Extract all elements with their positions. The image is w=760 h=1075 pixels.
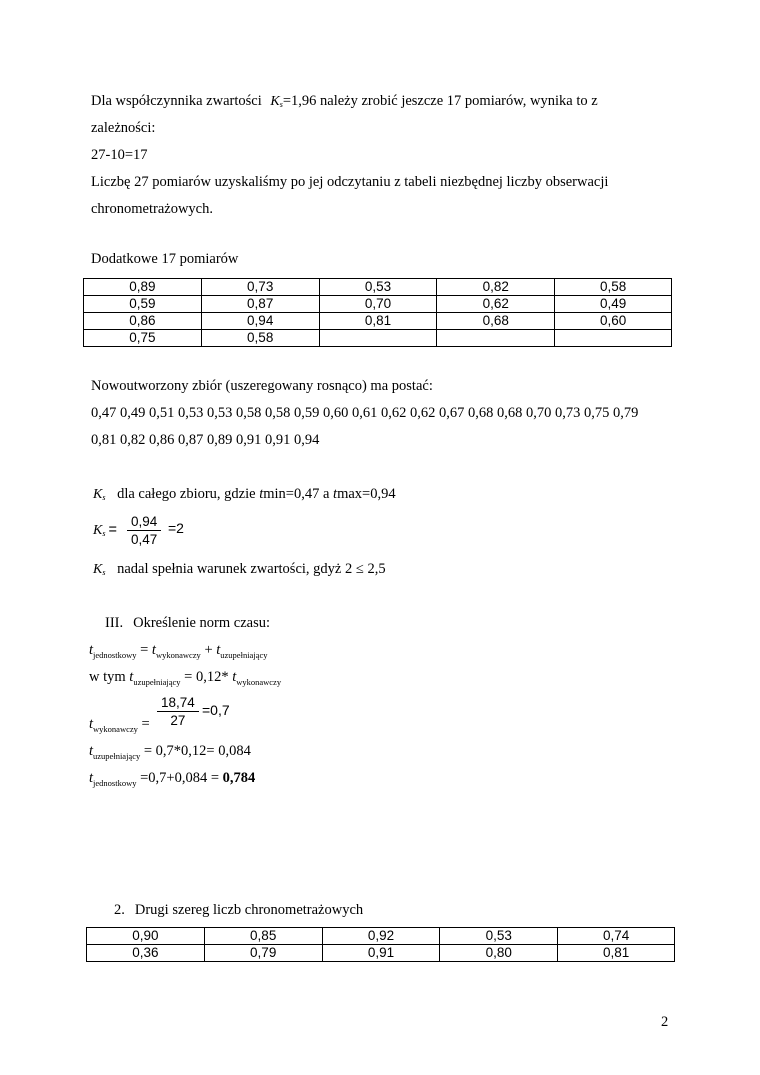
table-cell: 0,94	[201, 313, 319, 330]
section-3-heading: III. Określenie norm czasu:	[105, 615, 271, 631]
exec-time-result: =0,7	[202, 702, 230, 718]
ks-fraction	[127, 513, 161, 548]
table-cell: 0,90	[87, 928, 205, 945]
eq-supplementary-ratio: w tym $t_{uzupełniający} = 0,12*$ $t_{wykonawczy}$	[89, 669, 282, 687]
table-cell: 0,81	[319, 313, 437, 330]
eq-unit-time: $t_{jednostkowy} = t_{wykonawczy} + t_{uzupełniający}$	[89, 642, 268, 660]
table-cell: 0,36	[87, 945, 205, 962]
intro-line-5: chronometrażowych.	[91, 201, 213, 217]
eq-unit-time-result: $t_{jednostkowy} =0,7+0,084 = 0,784$	[89, 770, 256, 788]
page-number: 2	[661, 1014, 669, 1030]
table-row	[84, 296, 672, 313]
fraction-denominator: 0,47	[131, 532, 158, 547]
table-cell: 0,53	[319, 279, 437, 296]
table-cell: 0,75	[84, 330, 202, 347]
table-cell: 0,53	[440, 928, 558, 945]
table-row	[84, 330, 672, 347]
table-cell: 0,62	[437, 296, 555, 313]
sorted-set-line-1: 0,47 0,49 0,51 0,53 0,53 0,58 0,58 0,59 0,60 0,61 0,62 0,62 0,67 0,68 0,68 0,70 0,73 0,75 0,79	[91, 405, 639, 421]
ks-conclusion: $K_s$ nadal spełnia warunek zwartości, gdyż 2 ≤ 2,5	[93, 561, 386, 577]
intro-text: Dla współczynnika zwartości	[91, 93, 262, 109]
intro-line-3: 27-10=17	[91, 147, 148, 163]
ks-result: =2	[168, 520, 184, 536]
table-row	[87, 945, 675, 962]
table-cell: 0,87	[201, 296, 319, 313]
table-cell	[555, 330, 672, 347]
table-cell: 0,60	[555, 313, 672, 330]
table-cell: 0,58	[201, 330, 319, 347]
table-cell: 0,70	[319, 296, 437, 313]
table-cell: 0,74	[558, 928, 675, 945]
eq-supplementary-time: $t_{uzupełniający} = 0,7*0,12= 0,084$	[89, 743, 251, 761]
table-cell: 0,73	[201, 279, 319, 296]
table-cell: 0,82	[437, 279, 555, 296]
table-cell	[319, 330, 437, 347]
table-cell: 0,49	[555, 296, 672, 313]
sorted-set-heading: Nowoutworzony zbiór (uszeregowany rosnąco) ma postać:	[91, 378, 433, 394]
second-series-table	[86, 927, 675, 962]
second-series-heading: 2. Drugi szereg liczb chronometrażowych	[114, 902, 364, 918]
ks-symbol: $K_s$	[270, 94, 283, 109]
table-row	[84, 279, 672, 296]
intro-text-post: =1,96 należy zrobić jeszcze 17 pomiarów, wynika to z	[282, 93, 598, 109]
eq-exec-time-left: $t_{wykonawczy}$ =	[89, 716, 150, 734]
table-cell: 0,79	[204, 945, 322, 962]
table-cell: 0,92	[322, 928, 440, 945]
fraction-numerator: 0,94	[127, 513, 161, 531]
table-cell: 0,58	[555, 279, 672, 296]
table-cell: 0,59	[84, 296, 202, 313]
table-cell: 0,85	[204, 928, 322, 945]
table-cell: 0,89	[84, 279, 202, 296]
ks-formula-left: $K_s$ =	[93, 522, 117, 538]
table-row	[84, 313, 672, 330]
table-cell	[437, 330, 555, 347]
extra-measurements-heading: Dodatkowe 17 pomiarów	[91, 251, 239, 267]
ks-symbol: $K_s$	[93, 487, 106, 502]
intro-line-1	[91, 93, 598, 110]
extra-measurements-table	[83, 278, 672, 347]
exec-time-fraction	[157, 694, 199, 729]
fraction-numerator: 18,74	[157, 694, 199, 712]
table-cell: 0,91	[322, 945, 440, 962]
fraction-denominator: 27	[170, 713, 186, 728]
table-row	[87, 928, 675, 945]
ks-description: $K_s$ dla całego zbioru, gdzie tmin=0,47 a tmax=0,94	[93, 486, 396, 502]
table-cell: 0,86	[84, 313, 202, 330]
intro-line-2: zależności:	[91, 120, 156, 136]
final-result: 0,784	[222, 770, 256, 786]
table-cell: 0,80	[440, 945, 558, 962]
table-cell: 0,68	[437, 313, 555, 330]
sorted-set-line-2: 0,81 0,82 0,86 0,87 0,89 0,91 0,91 0,94	[91, 432, 320, 448]
intro-line-4: Liczbę 27 pomiarów uzyskaliśmy po jej odczytaniu z tabeli niezbędnej liczby obserwacji	[91, 174, 609, 190]
table-cell: 0,81	[558, 945, 675, 962]
